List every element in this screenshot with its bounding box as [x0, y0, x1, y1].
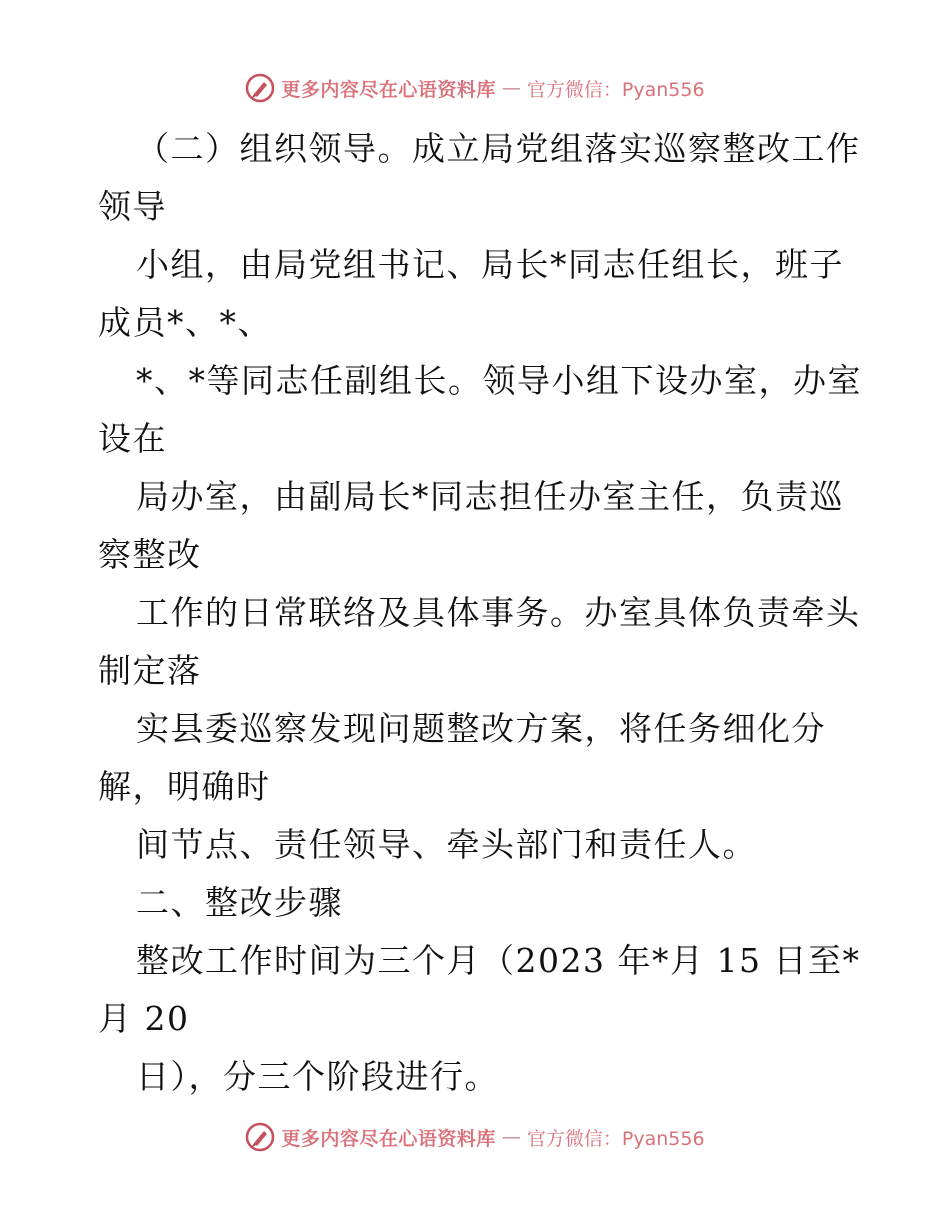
watermark-header	[0, 73, 950, 103]
text-line: 小组，由局党组书记、局长*同志任组长，班子	[136, 245, 844, 284]
text-line: 工作的日常联络及具体事务。办室具体负责牵头	[136, 593, 861, 632]
text-line: 领导	[98, 187, 167, 226]
text-line: 间节点、责任领导、牵头部门和责任人。	[136, 825, 757, 864]
watermark-wechat: 官方微信：Pyan556	[526, 1127, 705, 1150]
text-line: 成员*、*、	[98, 303, 272, 342]
text-line: 察整改	[98, 535, 202, 574]
pen-logo-icon	[245, 73, 275, 103]
text-line: 整改工作时间为三个月（2023 年*月 15 日至*	[136, 941, 861, 980]
text-line: 月 20	[98, 999, 190, 1038]
text-line: 制定落	[98, 651, 202, 690]
watermark-dash: —	[501, 1126, 521, 1148]
text-line: 设在	[98, 419, 167, 458]
text-line: 解，明确时	[98, 767, 271, 806]
watermark-dash: —	[501, 77, 521, 99]
watermark-wechat: 官方微信：Pyan556	[526, 78, 705, 101]
text-line: 实县委巡察发现问题整改方案，将任务细化分	[136, 709, 826, 748]
text-line: 局办室，由副局长*同志担任办室主任，负责巡	[136, 477, 844, 516]
pen-logo-icon	[245, 1122, 275, 1152]
document-body	[98, 120, 862, 1106]
watermark-text: 更多内容尽在心语资料库	[281, 78, 496, 101]
text-line: 二、整改步骤	[136, 883, 343, 922]
watermark-footer	[0, 1122, 950, 1152]
watermark-text: 更多内容尽在心语资料库	[281, 1127, 496, 1150]
text-line: 日），分三个阶段进行。	[136, 1057, 499, 1096]
text-line: （二）组织领导。成立局党组落实巡察整改工作	[136, 129, 861, 168]
text-line: *、*等同志任副组长。领导小组下设办室，办室	[136, 361, 862, 400]
